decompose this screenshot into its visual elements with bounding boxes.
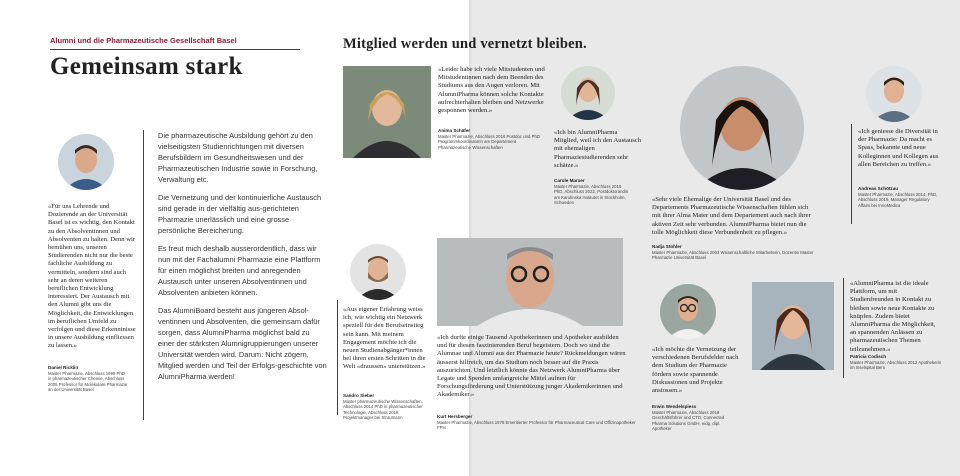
name-schoetzau: Andreas Schötzau (858, 186, 899, 191)
photo-nadja-stohler (680, 66, 804, 190)
role-marxer: Master Pharmazie, Abschluss 2016 PhD, Abschluss 2022, Postdoktorandin am Karolinska Institutet in Stockholm, Schweden (554, 184, 629, 206)
name-schaefer: Anima Schäfer (438, 128, 471, 133)
name-stohler: Nadja Stohler (652, 244, 682, 249)
intro-paragraph-3: Es freut mich deshalb ausserordentlich, dass wir nun mit der Fachalumni Pharmazie eine Plattform für einen möglichst breiten und anregenden Austausch unter unseren Absolventinnen und Absolventen anbieten können. (158, 244, 321, 297)
role-schoetzau: Master Pharmazie, Abschluss 2014, PhD, Abschluss 2019, Manager Regulatory Affairs bei InnoMedica (858, 192, 938, 208)
name-ricklin: Daniel Ricklin (48, 365, 79, 370)
role-ricklin: Master Pharmazie, Abschluss 1999 PhD in pharmazeutischer Chemie, Abschluss 2005 Professor für Molekulare Pharmazie an der Universität Basel (48, 371, 128, 393)
name-codisch: Patricia Codisch (850, 354, 886, 359)
role-sieber: Master pharmazeutische Wissenschaften, Abschluss 2014 PhD in pharmazeutischer Technologie, Abschluss 2018 Projektmanager bei Straumann (343, 399, 423, 421)
quote-schaefer: «Leider habe ich viele Mitstudenten und Mitstudentinnen nach dem Beenden des Studiums aus den Augen verloren. Mit AlumniPharma können solche Kontakte aufrechterhalten bleiben und Netzwerke gesponnen werden.» (438, 66, 545, 115)
photo-patricia-codisch (752, 282, 834, 370)
name-hersberger: Kurt Hersberger (437, 414, 473, 419)
intro-paragraph-1: Die pharmazeutische Ausbildung gehört zu den vielseitigsten Studienrichtungen mit diversen Berufsbildern im Gesundheitswesen und der Pharmazeutischen Industrie sowie in Forschung, Verwaltung etc. (158, 131, 318, 184)
quote-stohler: «Sehr viele Ehemalige der Universität Basel und des Departements Pharmazeutische Wissenschaften fühlen sich mit ihrer Alma Mater und dem Departement auch nach ihrer aktiven Zeit sehr verbunden. AlumniPharma bietet nun die tolle Möglichkeit diese Verbundenheit zu pflegen.» (652, 196, 811, 236)
kicker-rule (50, 49, 300, 50)
name-sieber: Sandro Sieber (343, 393, 375, 398)
section-kicker: Alumni und die Pharmazeutische Gesellschaft Basel (50, 36, 237, 45)
role-hersberger: Master Pharmazie, Abschluss 1978 Emeritierter Professor für Pharmaceutical Care und Offizinapotheker FPH (437, 420, 636, 431)
quote-sieber: «Aus eigener Erfahrung weiss ich, wie wichtig ein Netzwerk speziell für den Berufseinstieg sein kann. Mit meinem Engagement möchte ich die neuen Studienabgänger*innen bei ihren ersten Schritten in die Welt «draussen» unterstützen.» (343, 306, 426, 371)
photo-kurt-hersberger (437, 238, 623, 326)
role-codisch: Master Pharmazie, Abschluss 2012 Apothekerin im Inselspital Bern (850, 360, 942, 371)
intro-paragraph-4: Das AlumniBoard besteht aus jüngeren Absol-ventinnen und Absolventen, die gemeinsam dafür sorgen, dass AlumniPharma möglichst bald zu einer der stärksten Alumnigruppierungen unserer Universität werden wird. Darum: Nicht zögern, Mitglied werden und Teil der Erfolgs-geschichte von AlumniPharma werden! (158, 306, 327, 381)
intro-paragraph-2: Die Vernetzung und der kontinuierliche Austausch sind gerade in der vielfältig aus-gerichteten Pharmazie unerlässlich und eine grosse persönliche Bereicherung. (158, 193, 322, 235)
quote-wendelspiess: «Ich möchte die Vernetzung der verschiedenen Berufsfelder nach dem Studium der Pharmazie fördern sowie spannende Diskussionen und Projekte anstossen.» (652, 346, 739, 395)
name-marxer: Carole Marxer (554, 178, 585, 183)
photo-sandro-sieber (350, 244, 406, 300)
photo-carole-marxer (561, 66, 615, 120)
role-stohler: Master Pharmazie, Abschluss 2003 Wissenschaftliche Mitarbeiterin, Dozentin Master Pharmazie Universität Basel (652, 250, 814, 261)
page-subtitle: Mitglied werden und vernetzt bleiben. (343, 36, 587, 52)
sieber-divider (337, 300, 338, 415)
quote-codisch: «AlumniPharma ist die ideale Plattform, um mit Studienfreunden in Kontakt zu bleiben sowie neue Kontakte zu knüpfen. Zudem bietet AlumniPharma die Möglichkeit, an spannenden Anlässen zu pharmazeutischen Themen teilzunehmen.» (850, 280, 936, 353)
page-title: Gemeinsam stark (50, 53, 243, 80)
quote-marxer: «Ich bin AlumniPharma Mitglied, weil ich den Austausch mit ehemaligen Pharmaziestudierenden sehr schätze.» (554, 129, 641, 169)
photo-anima-schaefer (343, 66, 431, 158)
quote-hersberger: «Ich durfte einige Tausend Apothekerinnen und Apotheker ausbilden und für diesen faszinierenden Beruf begeistern. Doch wo sind die Alumnae und Alumni aus der Pharmazie heute? Rückmeldungen wären äusserst hilfreich, um das Studium noch besser auf die Praxis auszurichten. Und letztlich könnte das Netzwerk AlumniPharma über Legate und Spenden umfangreiche Mittel aufnen für Forschungsförderung und Unterstützung junger Akademikerinnen und Akademiker.» (437, 334, 626, 399)
codisch-divider (843, 278, 844, 378)
ricklin-divider (143, 130, 144, 420)
photo-andreas-schoetzau (866, 66, 922, 122)
photo-erwin-wendelspiess (660, 284, 716, 340)
photo-daniel-ricklin (58, 134, 114, 190)
schoetzau-divider (851, 124, 852, 224)
role-schaefer: Master Pharmazie, Abschluss 2016 Postdoc und PhD Programmkoordinatorin am Departement Pharmazeutische Wissenschaften (438, 134, 540, 150)
role-wendelspiess: Master Pharmazie, Abschluss 2018 Geschäftsführer und CTO, Connected Pharma Solutions GmbH, eidg. dipl. Apotheker (652, 410, 725, 432)
quote-ricklin: «Für uns Lehrende und Dozierende an der Universität Basel ist es wichtig, den Kontakt zu den Absolventinnen und Absolventen zu halten. Denn wir bemühen uns, unseren Studierenden nicht nur die beste fachliche Ausbildung zu vermitteln, sondern sind auch sehr an deren weiteren beruflichen Entwicklung interessiert. Der Austausch mit den Alumni gibt uns die Möglichkeit, die Entwicklungen im beruflichen Umfeld zu verfolgen und diese Erkenntnisse in unsere Ausbildung einfliessen zu lassen.» (48, 203, 136, 350)
intro-text (158, 130, 328, 389)
quote-schoetzau: «Ich geniesse die Diversität in der Pharmazie: Da macht es Spass, bekannte und neue Kolleginnen und Kollegen aus allen Bereichen zu treffen.» (858, 128, 939, 168)
name-wendelspiess: Erwin Wendelspiess (652, 404, 697, 409)
